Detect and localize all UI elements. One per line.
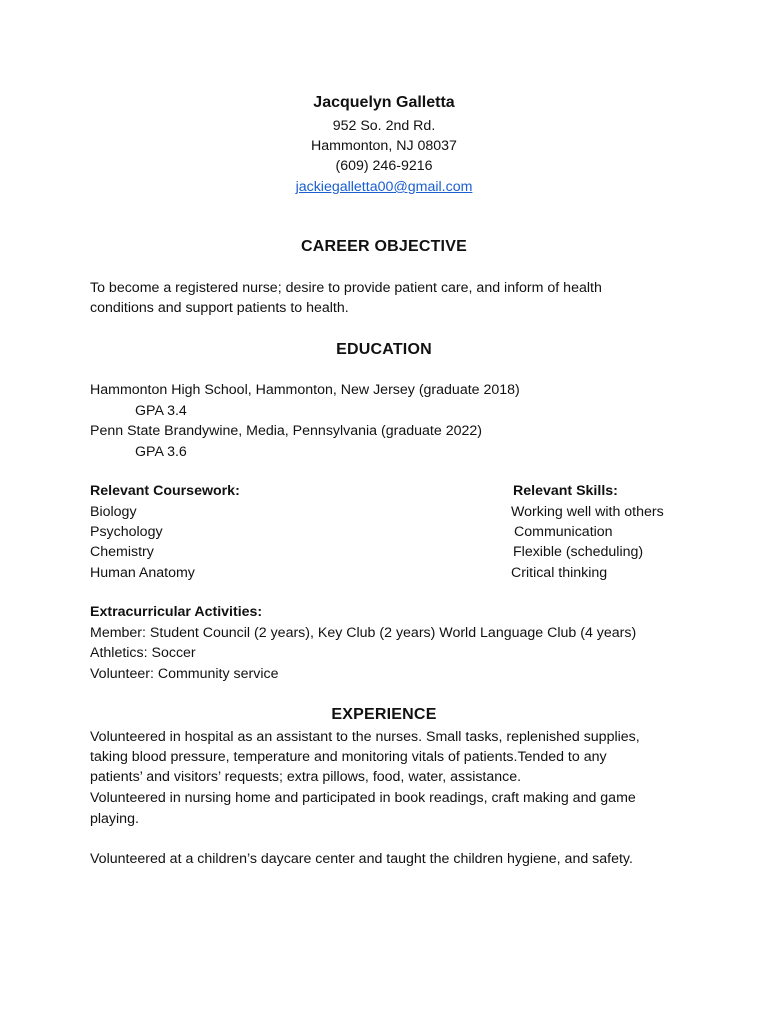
skill-item: Communication: [514, 524, 613, 540]
activity-line: Volunteer: Community service: [90, 666, 279, 682]
experience-line: Volunteered in nursing home and participated in book readings, craft making and game: [90, 790, 636, 806]
coursework-item: Psychology: [90, 524, 163, 540]
coursework-item: Chemistry: [90, 544, 154, 560]
education-school-2: Penn State Brandywine, Media, Pennsylvania (graduate 2022): [90, 423, 482, 439]
experience-heading: EXPERIENCE: [331, 706, 437, 723]
experience-line: playing.: [90, 811, 139, 827]
objective-line: To become a registered nurse; desire to provide patient care, and inform of health: [90, 280, 602, 296]
experience-line: taking blood pressure, temperature and monitoring vitals of patients.Tended to any: [90, 749, 607, 765]
resume-name: Jacquelyn Galletta: [313, 94, 455, 111]
coursework-item: Human Anatomy: [90, 565, 195, 581]
skills-heading: Relevant Skills:: [513, 483, 618, 499]
email-row: [0, 177, 768, 197]
education-school-1: Hammonton High School, Hammonton, New Jersey (graduate 2018): [90, 382, 520, 398]
phone-number: (609) 246-9216: [335, 158, 433, 174]
coursework-item: Biology: [90, 504, 137, 520]
experience-line: Volunteered in hospital as an assistant to the nurses. Small tasks, replenished supplies,: [90, 729, 640, 745]
activity-line: Athletics: Soccer: [90, 645, 196, 661]
activities-heading: Extracurricular Activities:: [90, 604, 263, 620]
activity-line: Member: Student Council (2 years), Key Club (2 years) World Language Club (4 years): [90, 625, 637, 641]
objective-line: conditions and support patients to health.: [90, 300, 349, 316]
email-link[interactable]: jackiegalletta00@gmail.com: [295, 179, 473, 195]
experience-line: Volunteered at a children’s daycare center and taught the children hygiene, and safety.: [90, 851, 633, 867]
education-gpa-1: GPA 3.4: [135, 403, 187, 419]
experience-line: patients’ and visitors’ requests; extra pillows, food, water, assistance.: [90, 769, 522, 785]
skill-item: Critical thinking: [511, 565, 608, 581]
coursework-heading: Relevant Coursework:: [90, 483, 240, 499]
skill-item: Working well with others: [511, 504, 664, 520]
education-heading: EDUCATION: [336, 341, 432, 358]
career-objective-heading: CAREER OBJECTIVE: [301, 238, 467, 255]
skill-item: Flexible (scheduling): [513, 544, 644, 560]
education-gpa-2: GPA 3.6: [135, 444, 187, 460]
address-line-2: Hammonton, NJ 08037: [311, 138, 457, 154]
address-line-1: 952 So. 2nd Rd.: [332, 118, 436, 134]
